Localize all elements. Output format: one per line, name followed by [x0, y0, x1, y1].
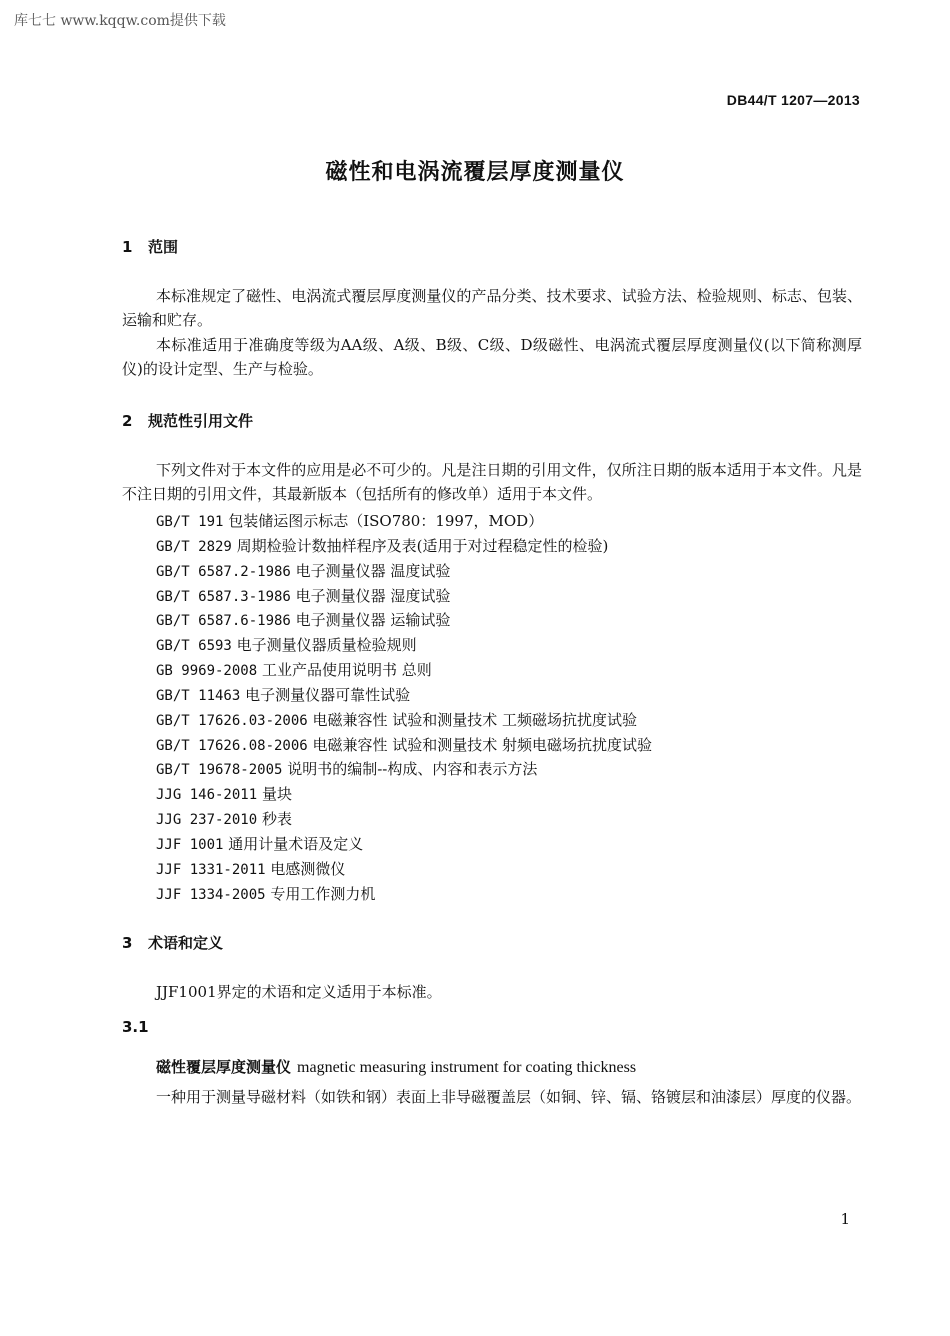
term-chinese: 磁性覆层厚度测量仪 — [156, 1058, 292, 1076]
reference-code: GB/T 191 — [156, 514, 224, 530]
reference-code: GB/T 17626.08-2006 — [156, 737, 308, 754]
reference-title: 周期检验计数抽样程序及表(适用于对过程稳定性的检验) — [236, 536, 609, 555]
reference-title: 工业产品使用说明书 总则 — [261, 661, 432, 680]
reference-code: JJG 237-2010 — [156, 812, 258, 829]
reference-code: GB/T 11463 — [156, 687, 241, 704]
reference-code: GB/T 19678-2005 — [156, 762, 283, 779]
reference-title: 说明书的编制--构成、内容和表示方法 — [287, 760, 538, 779]
page-number: 1 — [840, 1210, 850, 1228]
reference-title: 包装储运图示标志（ISO780：1997，MOD） — [228, 512, 544, 530]
section-3-heading — [122, 932, 223, 953]
standard-code: DB44/T 1207—2013 — [726, 92, 860, 108]
section-2-paragraph-1: 下列文件对于本文件的应用是必不可少的。凡是注日期的引用文件，仅所注日期的版本适用于本文件。凡是不注日期的引用文件，其最新版本（包括所有的修改单）适用于本文件。 — [122, 461, 862, 503]
reference-item — [156, 633, 856, 658]
section-title: 范围 — [148, 238, 179, 256]
section-1-paragraph-1: 本标准规定了磁性、电涡流式覆层厚度测量仪的产品分类、技术要求、试验方法、检验规则、标志、包装、运输和贮存。 — [122, 287, 862, 329]
reference-item — [156, 782, 856, 807]
section-number: 2 — [122, 412, 133, 430]
reference-item — [156, 807, 856, 832]
section-number: 1 — [122, 238, 133, 256]
section-2-heading — [122, 410, 253, 431]
reference-item — [156, 559, 856, 584]
reference-title: 量块 — [261, 785, 292, 804]
reference-item — [156, 658, 856, 683]
reference-title: 专用工作测力机 — [270, 884, 376, 903]
reference-item — [156, 757, 856, 782]
reference-code: GB/T 6587.6-1986 — [156, 613, 291, 630]
reference-item — [156, 584, 856, 609]
term-english: magnetic measuring instrument for coating thickness — [297, 1059, 637, 1076]
reference-code: GB/T 6593 — [156, 638, 232, 655]
reference-item — [156, 534, 856, 559]
reference-title: 电子测量仪器 湿度试验 — [295, 586, 451, 605]
section-3-paragraph-1: JJF1001界定的术语和定义适用于本标准。 — [156, 983, 442, 1001]
reference-title: 电磁兼容性 试验和测量技术 射频电磁场抗扰度试验 — [312, 735, 653, 754]
reference-title: 秒表 — [261, 810, 292, 829]
section-1-heading — [122, 236, 178, 257]
reference-code: JJF 1334-2005 — [156, 886, 266, 903]
section-number: 3 — [122, 934, 133, 952]
reference-code: JJF 1001 — [156, 836, 224, 853]
document-title: 磁性和电涡流覆层厚度测量仪 — [325, 160, 625, 185]
reference-item — [156, 683, 856, 708]
reference-title: 电子测量仪器可靠性试验 — [245, 685, 411, 704]
reference-title: 电子测量仪器 温度试验 — [295, 561, 451, 580]
reference-item — [156, 708, 856, 733]
reference-list — [156, 509, 856, 907]
reference-title: 通用计量术语及定义 — [228, 834, 364, 853]
section-title: 规范性引用文件 — [148, 412, 254, 430]
reference-item — [156, 509, 856, 534]
watermark-text: 库七七 www.kqqw.com提供下载 — [14, 13, 226, 29]
term-definition: 一种用于测量导磁材料（如铁和钢）表面上非导磁覆盖层（如铜、锌、镉、铬镀层和油漆层）厚度的仪器。 — [156, 1088, 862, 1106]
reference-code: GB/T 17626.03-2006 — [156, 712, 308, 729]
reference-code: GB/T 6587.2-1986 — [156, 563, 291, 580]
section-1-paragraph-2: 本标准适用于准确度等级为AA级、A级、B级、C级、D级磁性、电涡流式覆层厚度测量仪(以下简称测厚仪)的设计定型、生产与检验。 — [122, 336, 862, 378]
reference-item — [156, 882, 856, 907]
reference-item — [156, 857, 856, 882]
reference-code: JJG 146-2011 — [156, 787, 258, 804]
reference-code: JJF 1331-2011 — [156, 861, 266, 878]
reference-item — [156, 608, 856, 633]
reference-title: 电磁兼容性 试验和测量技术 工频磁场抗扰度试验 — [312, 710, 638, 729]
reference-item — [156, 733, 856, 758]
term-entry — [156, 1056, 636, 1077]
reference-item — [156, 832, 856, 857]
reference-title: 电感测微仪 — [270, 859, 346, 878]
reference-title: 电子测量仪器 运输试验 — [295, 611, 451, 630]
reference-code: GB 9969-2008 — [156, 663, 258, 680]
reference-code: GB/T 6587.3-1986 — [156, 588, 291, 605]
subsection-number: 3.1 — [122, 1018, 149, 1036]
section-title: 术语和定义 — [148, 934, 224, 952]
reference-code: GB/T 2829 — [156, 538, 232, 555]
reference-title: 电子测量仪器质量检验规则 — [236, 636, 417, 655]
